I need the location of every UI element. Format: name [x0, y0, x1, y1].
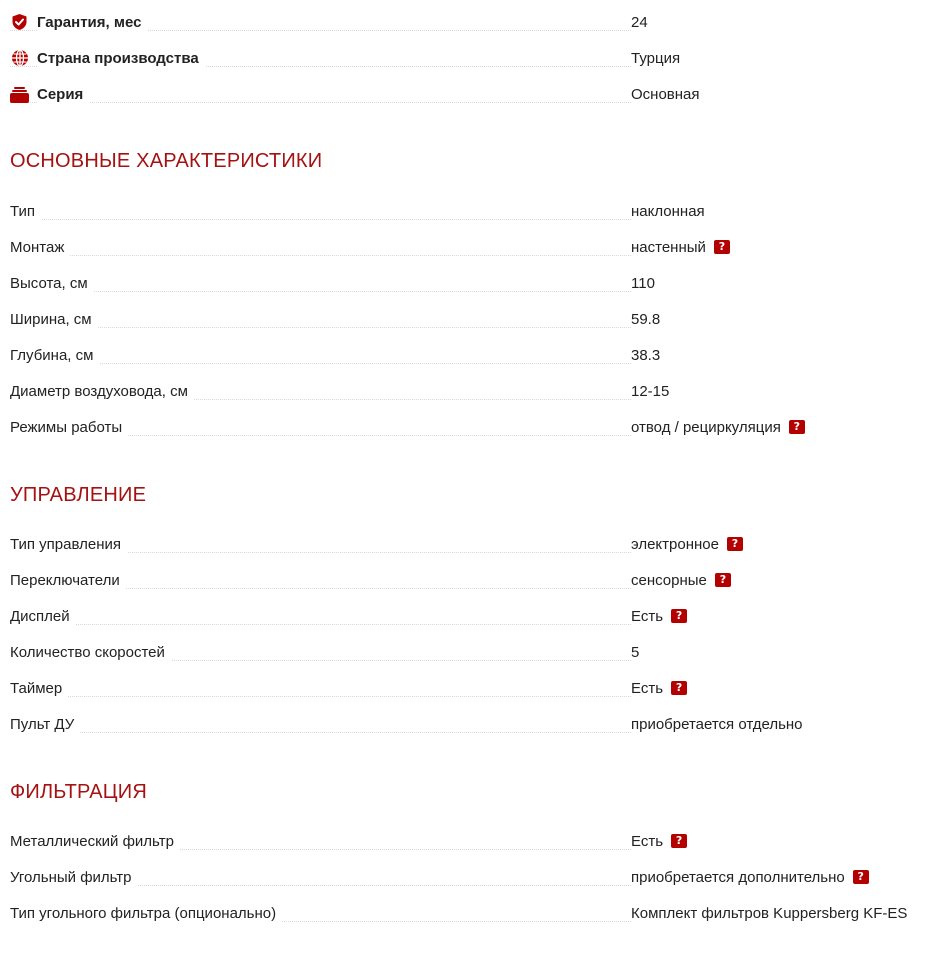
- spec-value-text: 110: [631, 274, 655, 292]
- spec-value: [631, 716, 803, 733]
- spec-label: [10, 193, 631, 229]
- spec-value-text: 38.3: [631, 346, 661, 364]
- spec-row: [10, 301, 934, 337]
- spec-value-text: 24: [631, 13, 648, 31]
- leader-dots: [10, 624, 631, 625]
- spec-row: [10, 229, 934, 265]
- spec-value-text: Есть: [631, 679, 664, 697]
- leader-dots: [10, 732, 631, 733]
- spec-value: [631, 608, 687, 625]
- spec-value: [631, 275, 655, 292]
- spec-label: [10, 76, 631, 112]
- globe-icon: [10, 49, 29, 68]
- spec-label-text: Страна производства: [37, 50, 205, 67]
- leader-dots: [10, 219, 631, 220]
- spec-label-text: Тип управления: [10, 536, 127, 553]
- spec-value: [631, 644, 639, 661]
- spec-value-text: Есть: [631, 607, 664, 625]
- spec-label: [10, 373, 631, 409]
- spec-value: [631, 536, 743, 553]
- spec-value-text: 59.8: [631, 310, 661, 328]
- help-icon[interactable]: ?: [671, 609, 687, 623]
- spec-value: [631, 869, 869, 886]
- leader-dots: [10, 255, 631, 256]
- stack-icon: [10, 85, 29, 104]
- section-title-control: УПРАВЛЕНИЕ: [10, 484, 147, 506]
- spec-label-text: Таймер: [10, 680, 68, 697]
- spec-label-text: Ширина, см: [10, 311, 98, 328]
- spec-value-text: наклонная: [631, 202, 705, 220]
- help-icon[interactable]: ?: [727, 537, 743, 551]
- spec-label-text: Переключатели: [10, 572, 126, 589]
- spec-value: [631, 347, 660, 364]
- spec-row: [10, 859, 934, 895]
- spec-label: [10, 229, 631, 265]
- spec-label-text: Гарантия, мес: [37, 14, 147, 31]
- leader-dots: [10, 102, 631, 103]
- spec-label-text: Металлический фильтр: [10, 833, 180, 850]
- spec-label-text: Тип угольного фильтра (опционально): [10, 905, 282, 922]
- spec-value: [631, 311, 660, 328]
- spec-value-text: Основная: [631, 85, 700, 103]
- spec-row: [10, 526, 934, 562]
- help-icon[interactable]: ?: [715, 573, 731, 587]
- spec-value: [631, 50, 680, 67]
- spec-label: [10, 337, 631, 373]
- help-icon[interactable]: ?: [789, 420, 805, 434]
- spec-value-text: 5: [631, 643, 640, 661]
- spec-label-text: Тип: [10, 203, 41, 220]
- spec-value: [631, 14, 648, 31]
- spec-row: [10, 373, 934, 409]
- spec-label-text: Диаметр воздуховода, см: [10, 383, 194, 400]
- leader-dots: [10, 363, 631, 364]
- leader-dots: [10, 696, 631, 697]
- spec-value-text: Турция: [631, 49, 681, 67]
- spec-row-warranty: [10, 4, 934, 40]
- help-icon[interactable]: ?: [853, 870, 869, 884]
- spec-value: [631, 680, 687, 697]
- spec-value-text: отвод / рециркуляция: [631, 418, 781, 436]
- spec-row: [10, 598, 934, 634]
- spec-value: [631, 833, 687, 850]
- spec-row: [10, 193, 934, 229]
- spec-value-text: сенсорные: [631, 571, 707, 589]
- spec-label: [10, 526, 631, 562]
- spec-value-text: настенный: [631, 238, 706, 256]
- spec-label: [10, 823, 631, 859]
- spec-row: [10, 562, 934, 598]
- spec-row-series: [10, 76, 934, 112]
- spec-row: [10, 823, 934, 859]
- help-icon[interactable]: ?: [671, 834, 687, 848]
- leader-dots: [10, 327, 631, 328]
- spec-label: [10, 706, 631, 742]
- spec-row: [10, 409, 934, 445]
- spec-label: [10, 634, 631, 670]
- shield-check-icon: [10, 13, 29, 32]
- spec-label: [10, 409, 631, 445]
- spec-value: [631, 203, 705, 220]
- spec-value: [631, 905, 907, 922]
- section-title-main: ОСНОВНЫЕ ХАРАКТЕРИСТИКИ: [10, 150, 323, 172]
- spec-value-text: Есть: [631, 832, 664, 850]
- spec-value: [631, 383, 669, 400]
- spec-row: [10, 265, 934, 301]
- section-title-filtration: ФИЛЬТРАЦИЯ: [10, 781, 147, 803]
- help-icon[interactable]: ?: [714, 240, 730, 254]
- spec-label: [10, 859, 631, 895]
- spec-label-text: Пульт ДУ: [10, 716, 80, 733]
- spec-label: [10, 265, 631, 301]
- spec-value: [631, 239, 730, 256]
- spec-label-text: Режимы работы: [10, 419, 128, 436]
- spec-label: [10, 562, 631, 598]
- spec-value-text: приобретается отдельно: [631, 715, 803, 733]
- spec-label: [10, 598, 631, 634]
- spec-value: [631, 572, 731, 589]
- spec-label: [10, 670, 631, 706]
- spec-value: [631, 419, 805, 436]
- spec-label-text: Серия: [37, 86, 89, 103]
- spec-label-text: Угольный фильтр: [10, 869, 138, 886]
- spec-value-text: 12-15: [631, 382, 670, 400]
- spec-row-country: [10, 40, 934, 76]
- spec-row: [10, 895, 934, 931]
- spec-value-text: электронное: [631, 535, 719, 553]
- spec-label-text: Дисплей: [10, 608, 76, 625]
- spec-value-text: приобретается дополнительно: [631, 868, 845, 886]
- spec-value: [631, 86, 700, 103]
- help-icon[interactable]: ?: [671, 681, 687, 695]
- spec-label: [10, 4, 631, 40]
- spec-label: [10, 301, 631, 337]
- spec-label: [10, 40, 631, 76]
- spec-label-text: Монтаж: [10, 239, 70, 256]
- spec-label-text: Высота, см: [10, 275, 94, 292]
- spec-label-text: Глубина, см: [10, 347, 99, 364]
- spec-row: [10, 670, 934, 706]
- spec-label: [10, 895, 631, 931]
- spec-value-text: Комплект фильтров Kuppersberg KF-ES: [631, 904, 908, 922]
- spec-label-text: Количество скоростей: [10, 644, 171, 661]
- spec-row: [10, 337, 934, 373]
- spec-row: [10, 634, 934, 670]
- spec-row: [10, 706, 934, 742]
- leader-dots: [10, 291, 631, 292]
